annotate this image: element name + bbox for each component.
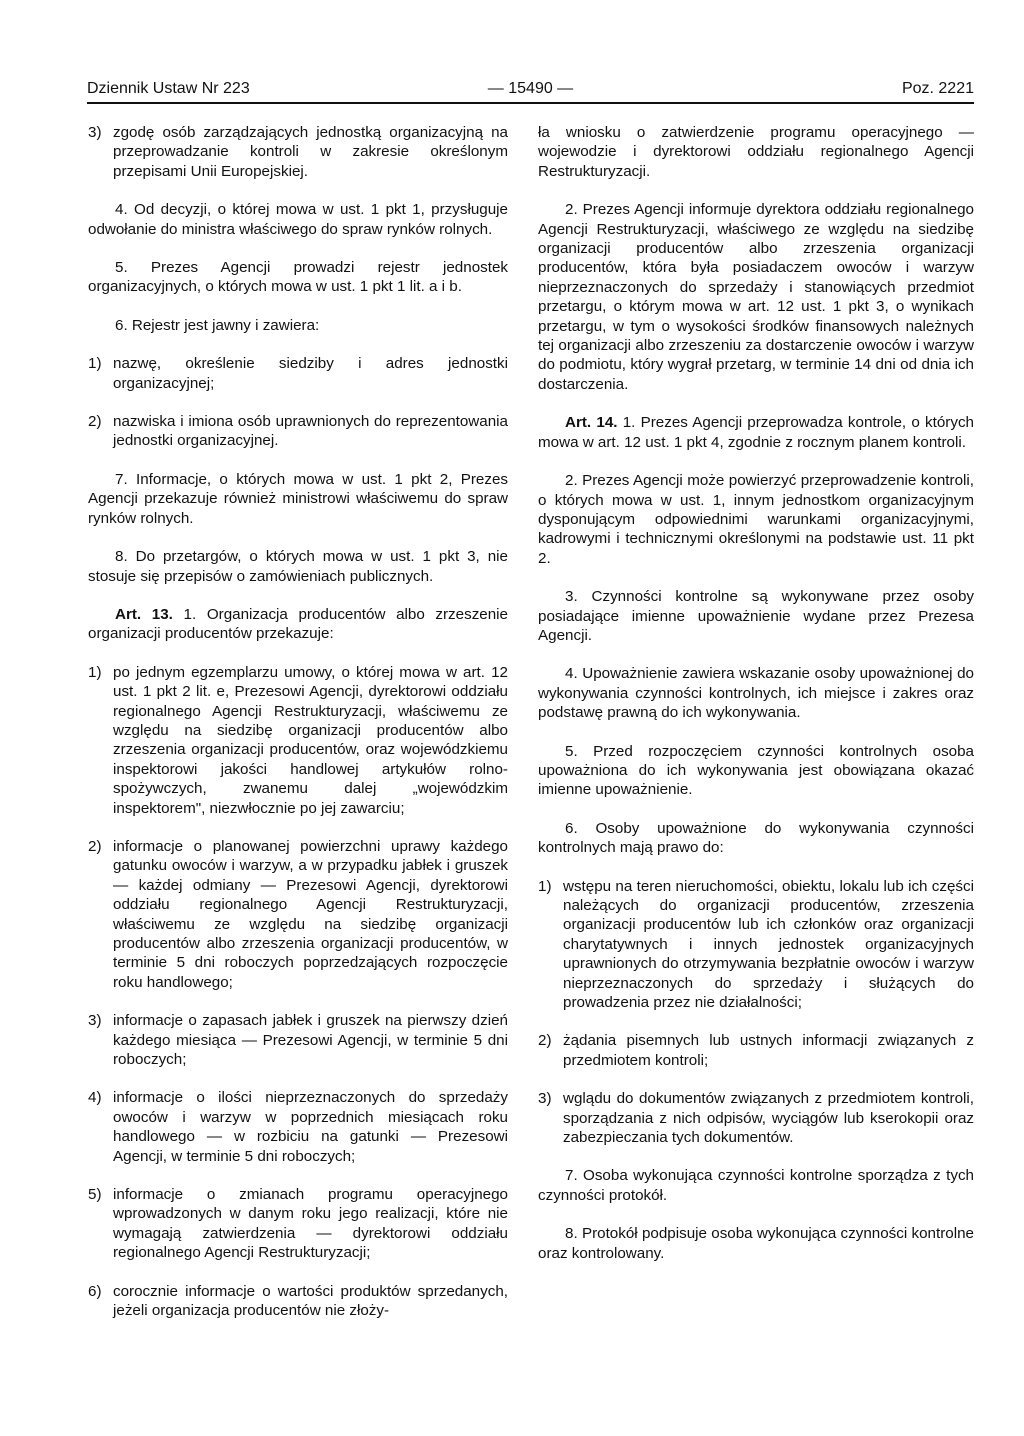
list-item-number: 4) (88, 1089, 102, 1107)
list-item-number: 2) (88, 837, 102, 855)
list-item-text: zgodę osób zarządzających jednostką organizacyjną na przeprowadzanie kontroli w zakresie określonym przepisami Unii Europejskiej. (113, 124, 508, 180)
paragraph: 3. Czynności kontrolne są wykonywane przez osoby posiadające imienne upoważnienie wydane przez Prezesa Agencji. (538, 588, 974, 644)
list-item-text: wstępu na teren nieruchomości, obiektu, lokalu lub ich części należących do organizacji producentów, zrzeszenia organizacji producentów lub ich członków oraz organizacji charytatywnych i innych jednostek organizacyjnych uprawnionych do otrzymywania bezpłatnie owoców i warzyw nieprzeznaczonych do sprzedaży i służących do prowadzenia przez nie działalności; (563, 877, 974, 1012)
paragraph: 4. Od decyzji, o której mowa w ust. 1 pkt 1, przysługuje odwołanie do ministra właściwego do spraw rynków rolnych. (88, 201, 508, 238)
list-item (88, 1282, 508, 1321)
list-item-text: nazwę, określenie siedziby i adres jednostki organizacyjnej; (113, 355, 508, 392)
paragraph: 5. Prezes Agencji prowadzi rejestr jednostek organizacyjnych, o których mowa w ust. 1 pkt 1 lit. a i b. (88, 259, 508, 296)
list-item-number: 1) (538, 877, 552, 895)
page-number: — 15490 — (487, 80, 574, 97)
list-item (538, 1031, 974, 1070)
paragraph: 4. Upoważnienie zawiera wskazanie osoby upoważnionej do wykonywania czynności kontrolnych, ich miejsce i zakres oraz podstawę prawną do ich wykonywania. (538, 665, 974, 722)
list-item-number: 3) (88, 1012, 102, 1030)
list-item-number: 3) (88, 124, 102, 141)
page-header (87, 76, 974, 104)
list-item (88, 1011, 508, 1069)
paragraph: 6. Rejestr jest jawny i zawiera: (115, 316, 320, 334)
paragraph: 2. Prezes Agencji może powierzyć przeprowadzenie kontroli, o których mowa w ust. 1, innym jednostkom organizacyjnym dysponującym odpowiednimi warunkami organizacyjnymi, kadrowymi i technicznymi określonymi na podstawie ust. 11 pkt 2. (538, 472, 974, 567)
article-label: Art. 13. (115, 605, 173, 623)
paragraph: 6. Osoby upoważnione do wykonywania czynności kontrolnych mają prawo do: (538, 819, 974, 857)
paragraph: 8. Do przetargów, o których mowa w ust. 1 pkt 3, nie stosuje się przepisów o zamówieniach publicznych. (88, 548, 508, 585)
paragraph: 8. Protokół podpisuje osoba wykonująca czynności kontrolne oraz kontrolowany. (538, 1225, 974, 1262)
article-paragraph (88, 605, 508, 644)
list-item-text: wglądu do dokumentów związanych z przedmiotem kontroli, sporządzania z nich odpisów, wyciągów lub kserokopii oraz zabezpieczania tych dokumentów. (563, 1090, 974, 1147)
list-item-text: corocznie informacje o wartości produktów sprzedanych, jeżeli organizacja producentów nie złoży- (113, 1282, 508, 1320)
list-item (88, 123, 508, 181)
paragraph: 7. Osoba wykonująca czynności kontrolne sporządza z tych czynności protokół. (538, 1167, 974, 1204)
list-item-number: 3) (538, 1090, 552, 1108)
right-column (538, 123, 974, 1282)
position-number: Poz. 2221 (901, 80, 974, 97)
list-item (88, 837, 508, 992)
list-item (88, 663, 508, 818)
list-item-number: 2) (538, 1032, 552, 1050)
article-text: 1. Organizacja producentów albo zrzeszenie organizacji producentów przekazuje: (88, 605, 508, 643)
list-item (88, 1088, 508, 1166)
list-item (538, 877, 974, 1013)
list-item-text: informacje o zmianach programu operacyjnego wprowadzonych w danym roku jego realizacji, które nie wymagają zatwierdzenia — dyrektorowi oddziału regionalnego Agencji Restrukturyzacji; (113, 1186, 508, 1262)
left-column (88, 123, 508, 1340)
list-item-text: po jednym egzemplarzu umowy, o której mowa w art. 12 ust. 1 pkt 2 lit. e, Prezesowi Agencji, dyrektorowi oddziału regionalnego Agencji Restrukturyzacji, właściwemu ze względu na siedzibę organizacji producentów albo zrzeszenia organizacji producentów, oraz wojewódzkiemu inspektorowi jakości handlowej artykułów rolno-spożywczych, zwanemu dalej „wojewódzkim inspektorem", niezwłocznie po jej zawarciu; (113, 663, 508, 817)
continued-paragraph: ła wniosku o zatwierdzenie programu operacyjnego — wojewodzie i dyrektorowi oddziału regionalnego Agencji Restrukturyzacji. (538, 124, 974, 180)
list-item-number: 2) (88, 413, 102, 431)
list-item-number: 5) (88, 1186, 102, 1204)
list-item (88, 412, 508, 451)
paragraph: 5. Przed rozpoczęciem czynności kontrolnych osoba upoważniona do ich wykonywania jest obowiązana okazać imienne upoważnienie. (538, 742, 974, 799)
list-item-number: 6) (88, 1282, 102, 1300)
list-item-text: nazwiska i imiona osób uprawnionych do reprezentowania jednostki organizacyjnej. (113, 413, 508, 450)
list-item-text: żądania pisemnych lub ustnych informacji związanych z przedmiotem kontroli; (563, 1032, 974, 1069)
list-item (88, 1185, 508, 1263)
list-item (538, 1089, 974, 1147)
article-label: Art. 14. (565, 414, 618, 432)
journal-title: Dziennik Ustaw Nr 223 (87, 80, 250, 97)
paragraph: 7. Informacje, o których mowa w ust. 1 pkt 2, Prezes Agencji przekazuje również ministrowi właściwemu do spraw rynków rolnych. (88, 470, 508, 527)
list-item-text: informacje o zapasach jabłek i gruszek na pierwszy dzień każdego miesiąca — Prezesowi Agencji, w terminie 5 dni roboczych; (113, 1012, 508, 1069)
list-item-number: 1) (88, 663, 102, 681)
list-item-text: informacje o planowanej powierzchni uprawy każdego gatunku owoców i warzyw, a w przypadku jabłek i gruszek — każdej odmiany — Prezesowi Agencji, dyrektorowi oddziału regionalnego Agencji Restrukturyzacji, właściwemu ze względu na siedzibę organizacji producentów albo zrzeszenia organizacji producentów, w terminie 5 dni roboczych poprzedzających rozpoczęcie roku handlowego; (113, 837, 508, 991)
paragraph: 2. Prezes Agencji informuje dyrektora oddziału regionalnego Agencji Restrukturyzacji, właściwego ze względu na siedzibę organizacji producentów albo zrzeszenia organizacji producentów, która była posiadaczem owoców i warzyw nieprzeznaczonych do sprzedaży i stanowiących przedmiot przetargu, o którym mowa w art. 12 ust. 1 pkt 3, o wynikach przetargu, w tym o wysokości środków finansowych należnych tej organizacji albo zrzeszeniu za dostarczenie owoców i warzyw do podmiotu, który wygrał przetarg, w terminie 14 dni od dnia ich dostarczenia. (538, 201, 974, 393)
list-item-text: informacje o ilości nieprzeznaczonych do sprzedaży owoców i warzyw w poprzednich miesiącach roku handlowego — w rozbiciu na gatunki — Prezesowi Agencji, w terminie 5 dni roboczych; (113, 1089, 508, 1165)
list-item (88, 354, 508, 393)
article-text: 1. Prezes Agencji przeprowadza kontrole, o których mowa w art. 12 ust. 1 pkt 4, zgodnie z rocznym planem kontroli. (538, 414, 974, 451)
article-paragraph (538, 413, 974, 452)
list-item-number: 1) (88, 355, 102, 373)
